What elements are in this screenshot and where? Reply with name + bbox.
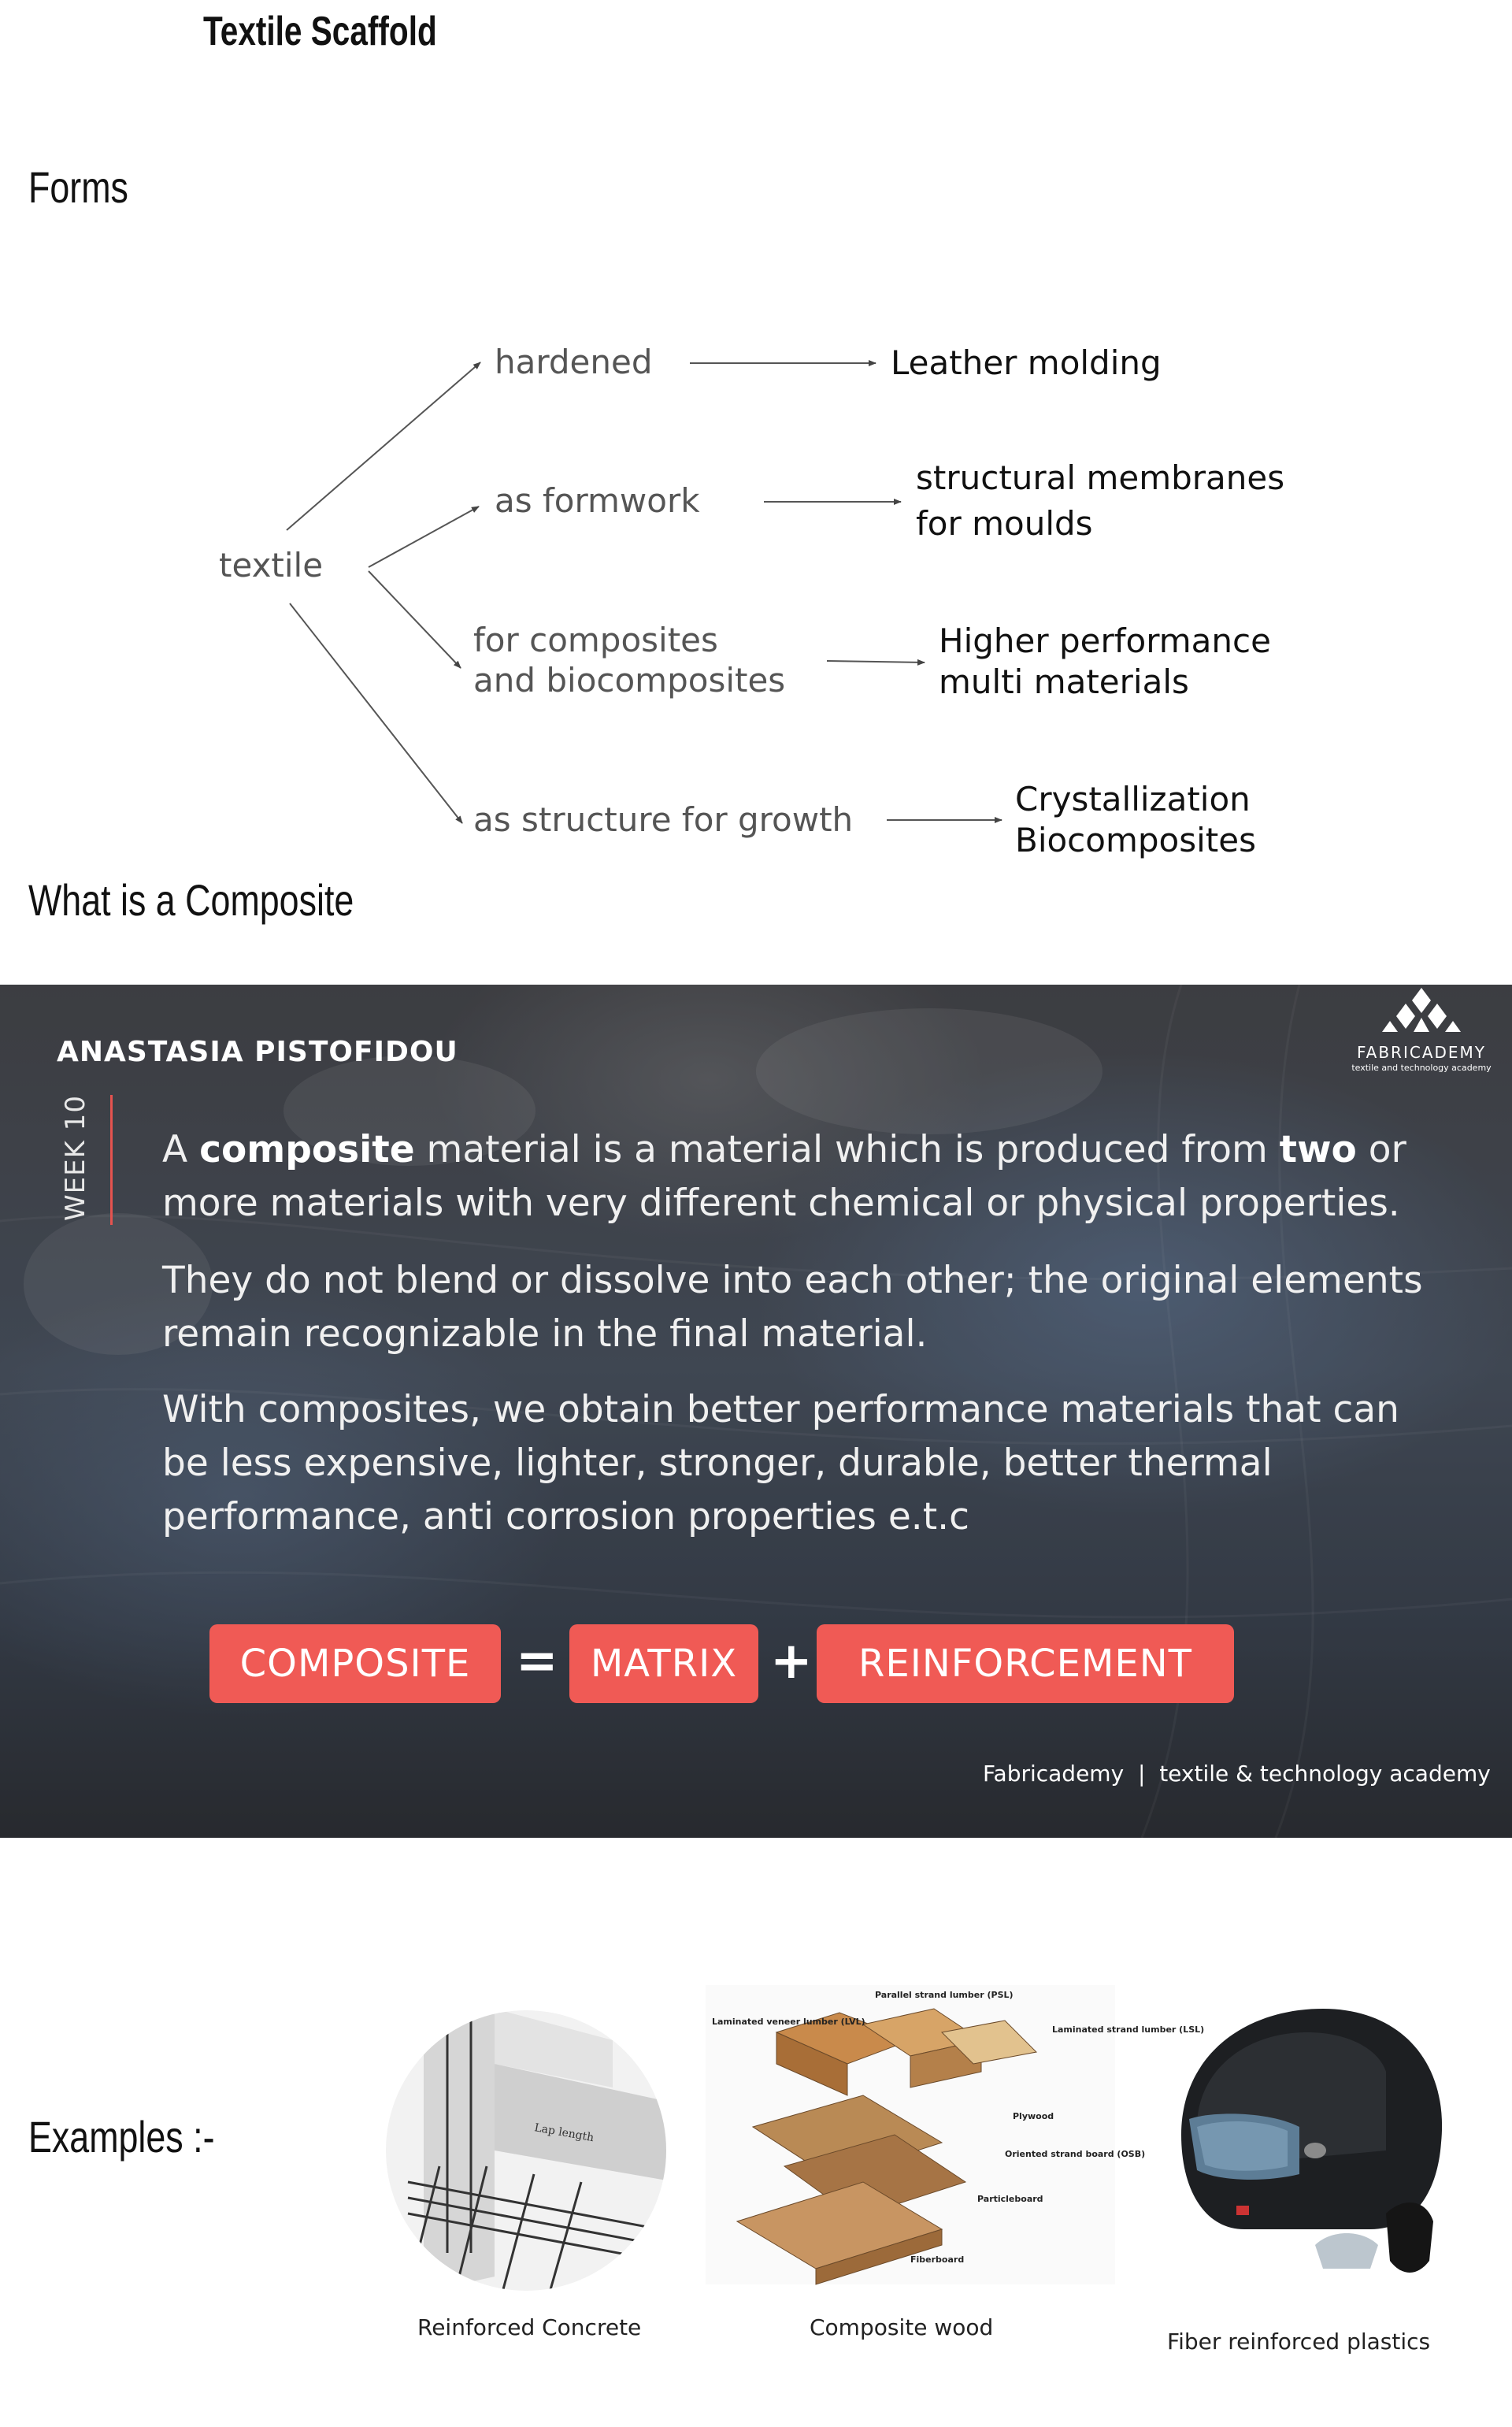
result-performance-line1: Higher performance xyxy=(939,622,1271,660)
brand-tagline: textile and technology academy xyxy=(1351,1063,1492,1073)
carbon-helmet-illustration xyxy=(1150,1993,1465,2292)
pill-matrix: MATRIX xyxy=(569,1624,758,1703)
plus-sign: + xyxy=(770,1632,813,1690)
result-crystallization-line2: Biocomposites xyxy=(1015,821,1256,859)
reinforced-concrete-illustration xyxy=(376,1993,676,2292)
slide-footer: Fabricademy | textile & technology academy xyxy=(983,1761,1491,1787)
arrow-to-growth xyxy=(290,603,462,823)
branch-composites-line1: for composites xyxy=(473,621,718,659)
branch-growth: as structure for growth xyxy=(473,800,854,839)
arrow-composites-result xyxy=(827,661,925,662)
equals-sign: = xyxy=(516,1632,558,1690)
benefits-paragraph: With composites, we obtain better performance materials that can be less expensive, lighter, stronger, durable, better thermal performance, anti corrosion properties e.t.c xyxy=(162,1388,1399,1538)
definition-paragraph: A composite material is a material which is produced from two or more materials with very different chemical or physical properties. xyxy=(162,1128,1406,1225)
fabricademy-mark-icon xyxy=(1382,986,1461,1038)
fabricademy-logo xyxy=(1339,986,1504,1073)
branch-composites-line2: and biocomposites xyxy=(473,661,786,700)
forms-heading: Forms xyxy=(28,162,128,212)
week-label: WEEK 10 xyxy=(60,1095,91,1221)
examples-heading: Examples :- xyxy=(28,2112,215,2162)
diagram-arrows xyxy=(0,0,1512,898)
composite-slide xyxy=(0,985,1512,1838)
result-membranes-line2: for moulds xyxy=(916,504,1093,543)
branch-hardened: hardened xyxy=(495,343,653,381)
label-lsl: Laminated strand lumber (LSL) xyxy=(1052,2024,1205,2035)
result-crystallization-line1: Crystallization xyxy=(1015,780,1251,818)
forms-diagram xyxy=(0,0,1512,898)
label-fiberboard: Fiberboard xyxy=(910,2254,965,2265)
reinforced-concrete-image xyxy=(376,1993,676,2292)
label-plywood: Plywood xyxy=(1013,2111,1054,2121)
composite-wood-image xyxy=(706,1985,1205,2284)
arrow-to-composites xyxy=(369,571,461,668)
label-particleboard: Particleboard xyxy=(977,2194,1043,2204)
blend-paragraph: They do not blend or dissolve into each other; the original elements remain recognizable in the final material. xyxy=(162,1259,1423,1356)
result-performance-line2: multi materials xyxy=(939,662,1189,701)
week-divider xyxy=(110,1095,113,1225)
page-title: Textile Scaffold xyxy=(203,9,437,54)
composite-heading: What is a Composite xyxy=(28,875,354,925)
pill-composite: COMPOSITE xyxy=(209,1624,501,1703)
label-osb: Oriented strand board (OSB) xyxy=(1005,2149,1146,2159)
arrow-to-hardened xyxy=(287,362,480,530)
arrow-to-formwork xyxy=(369,507,479,567)
keyword-two: two xyxy=(1279,1128,1357,1171)
caption-fiber-plastics: Fiber reinforced plastics xyxy=(1167,2329,1431,2355)
branch-formwork: as formwork xyxy=(495,481,700,520)
fiber-plastics-image xyxy=(1150,1993,1465,2292)
diagram-root: textile xyxy=(219,546,324,584)
caption-reinforced-concrete: Reinforced Concrete xyxy=(417,2314,642,2340)
lap-length-label: Lap length xyxy=(533,2121,595,2145)
brand-name: FABRICADEMY xyxy=(1356,1043,1487,1062)
keyword-composite: composite xyxy=(199,1128,415,1171)
result-membranes-line1: structural membranes xyxy=(916,458,1285,497)
pill-reinforcement: REINFORCEMENT xyxy=(817,1624,1234,1703)
composite-wood-illustration xyxy=(706,1985,1205,2284)
result-leather-molding: Leather molding xyxy=(891,343,1162,382)
label-lvl: Laminated veneer lumber (LVL) xyxy=(712,2017,865,2027)
slide-author: ANASTASIA PISTOFIDOU xyxy=(57,1036,458,1068)
label-psl: Parallel strand lumber (PSL) xyxy=(875,1990,1014,2000)
caption-composite-wood: Composite wood xyxy=(810,2314,994,2340)
